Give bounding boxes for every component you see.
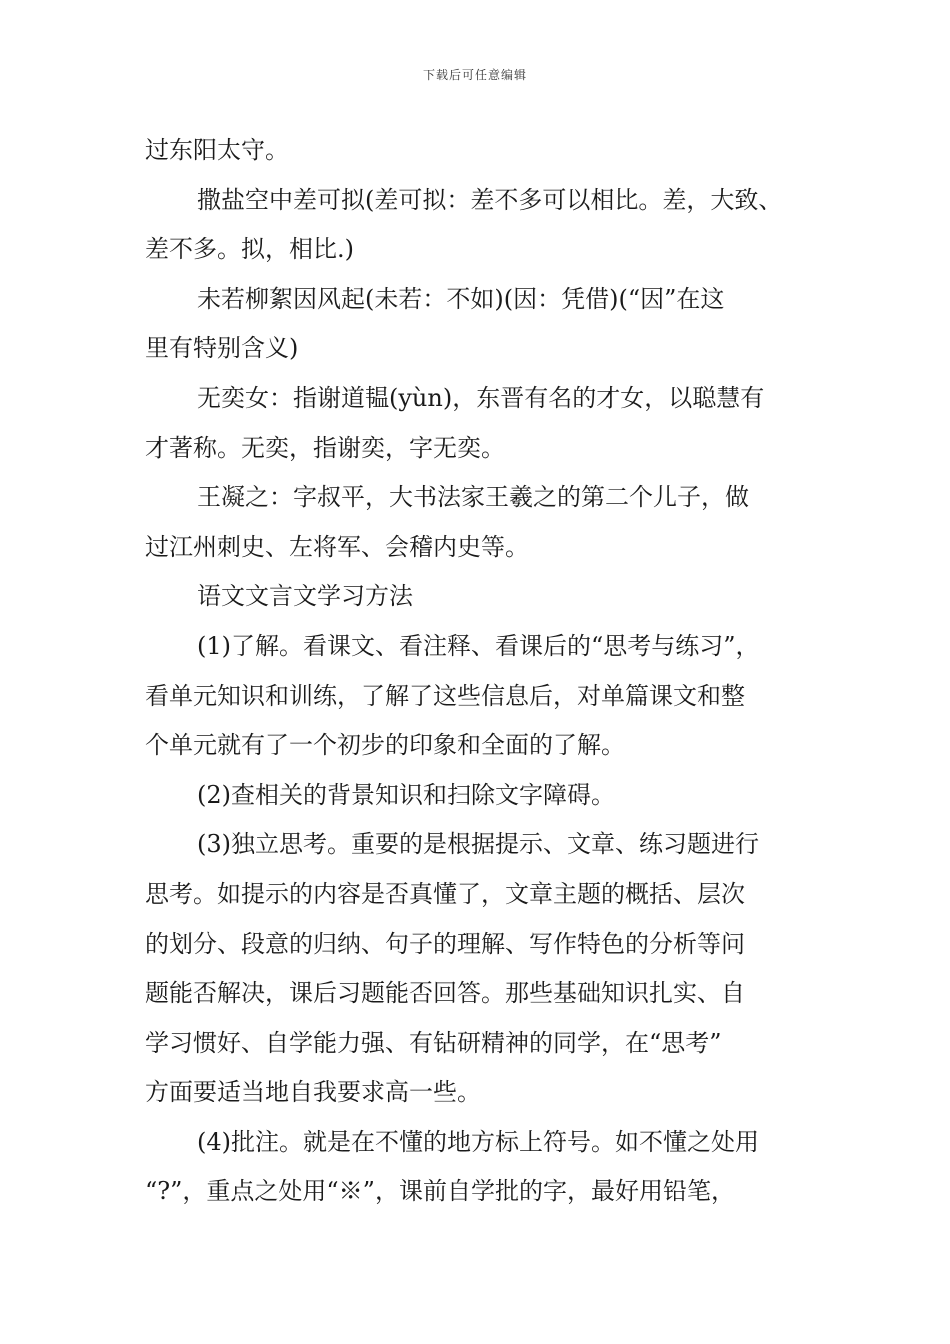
text-line-19: 学习惯好、自学能力强、有钻研精神的同学，在“思考” [145,1028,722,1057]
text-line-6: 无奕女：指谢道韫(yùn)，东晋有名的才女，以聪慧有 [197,383,765,412]
section-heading: 语文文言文学习方法 [197,582,413,611]
text-line-17: 的划分、段意的归纳、句子的理解、写作特色的分析等问 [145,929,745,958]
text-line-13: 个单元就有了一个初步的印象和全面的了解。 [145,731,625,760]
text-line-12: 看单元知识和训练，了解了这些信息后，对单篇课文和整 [145,681,745,710]
text-line-9: 过江州刺史、左将军、会稽内史等。 [145,532,529,561]
text-line-2: 撒盐空中差可拟(差可拟：差不多可以相比。差，大致、 [197,185,783,214]
page-header: 下载后可任意编辑 [422,68,527,82]
text-line-4: 未若柳絮因风起(未若：不如)(因：凭借)(“因”在这 [197,284,725,313]
text-line-11: (1)了解。看课文、看注释、看课后的“思考与练习”， [197,631,760,660]
text-line-3: 差不多。拟，相比.) [145,235,354,264]
document-body [145,126,835,1217]
text-line-21: (4)批注。就是在不懂的地方标上符号。如不懂之处用 [197,1127,759,1156]
text-line-7: 才著称。无奕，指谢奕，字无奕。 [145,433,505,462]
text-line-5: 里有特别含义) [145,334,299,363]
text-line-22: “?”，重点之处用“※”，课前自学批的字，最好用铅笔， [145,1177,735,1206]
text-line-15: (3)独立思考。重要的是根据提示、文章、练习题进行 [197,830,759,859]
text-line-1: 过东阳太守。 [145,136,289,164]
text-line-20: 方面要适当地自我要求高一些。 [145,1078,481,1107]
text-line-16: 思考。如提示的内容是否真懂了，文章主题的概括、层次 [145,879,745,908]
text-line-8: 王凝之：字叔平，大书法家王羲之的第二个儿子，做 [197,483,749,512]
text-line-18: 题能否解决，课后习题能否回答。那些基础知识扎实、自 [145,979,745,1008]
text-line-14: (2)查相关的背景知识和扫除文字障碍。 [197,780,615,809]
